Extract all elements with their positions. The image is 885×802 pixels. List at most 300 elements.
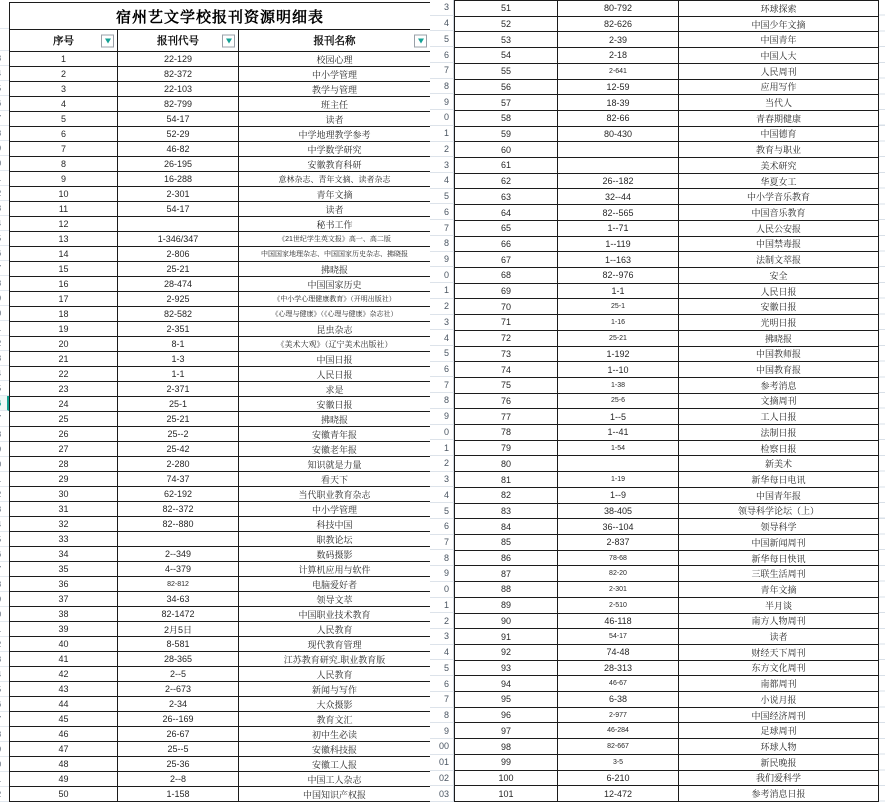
cell-code[interactable]: 82-626 (558, 17, 679, 33)
filter-button[interactable] (101, 34, 114, 47)
cell-serial[interactable]: 18 (10, 307, 118, 322)
cell-name[interactable]: 中国职业技术教育 (239, 607, 431, 622)
cell-code[interactable]: 54-17 (118, 112, 239, 127)
row-header[interactable]: 6 (430, 676, 454, 692)
cell-serial[interactable]: 101 (455, 786, 558, 802)
cell-code[interactable]: 28-365 (118, 652, 239, 667)
cell-code[interactable]: 2-280 (118, 457, 239, 472)
cell-name[interactable]: 新美术 (679, 456, 879, 472)
cell-serial[interactable]: 54 (455, 48, 558, 64)
cell-name[interactable]: 数码摄影 (239, 547, 431, 562)
cell-code[interactable]: 2-641 (558, 64, 679, 80)
cell-code[interactable]: 1-3 (118, 352, 239, 367)
row-header[interactable] (0, 697, 9, 712)
row-header[interactable]: 3 (430, 472, 454, 488)
row-header[interactable]: 6 (430, 204, 454, 220)
cell-name[interactable]: 中小学音乐教育 (679, 189, 879, 205)
cell-code[interactable]: 22-129 (118, 52, 239, 67)
cell-name[interactable]: 新民晚报 (679, 755, 879, 771)
cell-name[interactable]: 安徽科技报 (239, 742, 431, 757)
row-header[interactable]: 5 (430, 189, 454, 205)
cell-serial[interactable]: 64 (455, 205, 558, 221)
cell-code[interactable]: 1-192 (558, 347, 679, 363)
cell-code[interactable]: 82--565 (558, 205, 679, 221)
cell-name[interactable]: 美术研究 (679, 158, 879, 174)
cell-serial[interactable]: 51 (455, 1, 558, 17)
cell-serial[interactable]: 29 (10, 472, 118, 487)
cell-code[interactable]: 2月5日 (118, 622, 239, 637)
cell-name[interactable]: 《中小学心理健康教育》（开明出版社） (239, 292, 431, 307)
row-header[interactable]: 0 (430, 267, 454, 283)
cell-name[interactable]: 《21世纪学生英文报》高一、高二版 (239, 232, 431, 247)
row-header[interactable]: 3 (430, 315, 454, 331)
cell-serial[interactable]: 41 (10, 652, 118, 667)
cell-serial[interactable]: 22 (10, 367, 118, 382)
cell-serial[interactable]: 98 (455, 739, 558, 755)
cell-serial[interactable]: 76 (455, 394, 558, 410)
cell-code[interactable]: 32--44 (558, 189, 679, 205)
cell-name[interactable]: 足球周刊 (679, 723, 879, 739)
cell-name[interactable]: 教学与管理 (239, 82, 431, 97)
cell-serial[interactable]: 91 (455, 629, 558, 645)
cell-serial[interactable]: 81 (455, 472, 558, 488)
cell-code[interactable]: 2-39 (558, 32, 679, 48)
cell-name[interactable]: 领导科学 (679, 519, 879, 535)
cell-serial[interactable]: 49 (10, 772, 118, 787)
cell-name[interactable]: 中国工人杂志 (239, 772, 431, 787)
cell-serial[interactable]: 71 (455, 315, 558, 331)
cell-serial[interactable]: 23 (10, 382, 118, 397)
cell-code[interactable] (558, 158, 679, 174)
cell-serial[interactable]: 72 (455, 331, 558, 347)
cell-code[interactable]: 25-36 (118, 757, 239, 772)
cell-name[interactable]: 初中生必读 (239, 727, 431, 742)
cell-code[interactable]: 26-67 (118, 727, 239, 742)
cell-name[interactable]: 计算机应用与软件 (239, 562, 431, 577)
row-header[interactable] (0, 231, 9, 246)
cell-serial[interactable]: 60 (455, 142, 558, 158)
row-header[interactable]: 7 (430, 377, 454, 393)
cell-name[interactable]: 新闻与写作 (239, 682, 431, 697)
cell-serial[interactable]: 37 (10, 592, 118, 607)
cell-name[interactable]: 中学数学研究 (239, 142, 431, 157)
cell-code[interactable] (118, 217, 239, 232)
cell-serial[interactable]: 20 (10, 337, 118, 352)
cell-serial[interactable]: 73 (455, 347, 558, 363)
cell-serial[interactable]: 90 (455, 614, 558, 630)
row-header[interactable] (0, 472, 9, 487)
row-header[interactable] (0, 141, 9, 156)
row-header[interactable]: 5 (430, 660, 454, 676)
row-header[interactable]: 7 (430, 535, 454, 551)
cell-serial[interactable]: 40 (10, 637, 118, 652)
row-header[interactable] (0, 607, 9, 622)
cell-serial[interactable]: 14 (10, 247, 118, 262)
row-header[interactable]: 0 (430, 110, 454, 126)
cell-name[interactable]: 安全 (679, 268, 879, 284)
cell-name[interactable]: 人民公安报 (679, 221, 879, 237)
row-header[interactable] (0, 727, 9, 742)
cell-code[interactable]: 8-581 (118, 637, 239, 652)
row-header[interactable] (0, 787, 9, 802)
row-header[interactable]: 7 (430, 63, 454, 79)
row-header[interactable]: 8 (430, 708, 454, 724)
cell-code[interactable]: 82-372 (118, 67, 239, 82)
cell-name[interactable]: 职教论坛 (239, 532, 431, 547)
row-header[interactable] (0, 306, 9, 321)
cell-code[interactable] (558, 456, 679, 472)
cell-name[interactable]: 读者 (239, 112, 431, 127)
cell-serial[interactable]: 62 (455, 174, 558, 190)
cell-name[interactable]: 中国音乐教育 (679, 205, 879, 221)
row-header[interactable] (0, 712, 9, 727)
cell-name[interactable]: 拂晓报 (239, 412, 431, 427)
cell-code[interactable]: 6-210 (558, 771, 679, 787)
row-header[interactable] (0, 652, 9, 667)
row-header[interactable]: 7 (430, 692, 454, 708)
cell-code[interactable]: 82--880 (118, 517, 239, 532)
cell-name[interactable]: 我们爱科学 (679, 771, 879, 787)
cell-code[interactable]: 38-405 (558, 504, 679, 520)
cell-name[interactable]: 知识就是力量 (239, 457, 431, 472)
cell-name[interactable]: 环球探索 (679, 1, 879, 17)
row-header[interactable] (0, 246, 9, 261)
cell-name[interactable]: 秘书工作 (239, 217, 431, 232)
cell-serial[interactable]: 35 (10, 562, 118, 577)
cell-name[interactable]: 青春期健康 (679, 111, 879, 127)
cell-code[interactable]: 80-792 (558, 1, 679, 17)
cell-code[interactable]: 2-301 (118, 187, 239, 202)
cell-serial[interactable]: 69 (455, 284, 558, 300)
cell-serial[interactable]: 33 (10, 532, 118, 547)
cell-name[interactable]: 小说月报 (679, 692, 879, 708)
row-header[interactable] (0, 366, 9, 381)
row-header[interactable]: 4 (430, 173, 454, 189)
cell-code[interactable]: 78-68 (558, 551, 679, 567)
cell-code[interactable]: 8-1 (118, 337, 239, 352)
cell-serial[interactable]: 95 (455, 692, 558, 708)
cell-serial[interactable]: 36 (10, 577, 118, 592)
row-header[interactable]: 01 (430, 755, 454, 771)
cell-code[interactable]: 62-192 (118, 487, 239, 502)
cell-code[interactable]: 2-351 (118, 322, 239, 337)
row-header[interactable] (0, 81, 9, 96)
filter-button[interactable] (414, 34, 427, 47)
cell-serial[interactable]: 65 (455, 221, 558, 237)
cell-code[interactable]: 82--976 (558, 268, 679, 284)
cell-code[interactable]: 2-510 (558, 598, 679, 614)
row-header[interactable] (0, 411, 9, 426)
cell-name[interactable]: 中国国家历史 (239, 277, 431, 292)
cell-name[interactable]: 拂晓报 (679, 331, 879, 347)
row-header[interactable] (0, 66, 9, 81)
cell-name[interactable]: 中小学管理 (239, 67, 431, 82)
cell-name[interactable]: 新华每日快讯 (679, 551, 879, 567)
row-header[interactable] (0, 276, 9, 291)
cell-name[interactable]: 人民日报 (679, 284, 879, 300)
row-header[interactable]: 4 (430, 645, 454, 661)
cell-serial[interactable]: 45 (10, 712, 118, 727)
row-header[interactable]: 6 (430, 362, 454, 378)
row-header[interactable] (0, 396, 9, 411)
filter-button[interactable] (222, 34, 235, 47)
cell-code[interactable]: 82-667 (558, 739, 679, 755)
cell-code[interactable]: 82-582 (118, 307, 239, 322)
row-header[interactable] (0, 757, 9, 772)
cell-code[interactable]: 34-63 (118, 592, 239, 607)
row-header[interactable] (0, 51, 9, 66)
cell-code[interactable]: 52-29 (118, 127, 239, 142)
cell-name[interactable]: 中国国家地理杂志、中国国家历史杂志、拂晓报 (239, 247, 431, 262)
row-header[interactable] (0, 442, 9, 457)
cell-name[interactable]: 安徽工人报 (239, 757, 431, 772)
cell-code[interactable]: 25-42 (118, 442, 239, 457)
cell-name[interactable]: 中国知识产权报 (239, 787, 431, 802)
cell-serial[interactable]: 31 (10, 502, 118, 517)
cell-serial[interactable]: 16 (10, 277, 118, 292)
cell-code[interactable]: 25-6 (558, 394, 679, 410)
cell-code[interactable]: 6-38 (558, 692, 679, 708)
cell-name[interactable]: 中国日报 (239, 352, 431, 367)
cell-code[interactable]: 82-66 (558, 111, 679, 127)
cell-serial[interactable]: 9 (10, 172, 118, 187)
cell-code[interactable]: 22-103 (118, 82, 239, 97)
cell-code[interactable]: 36--104 (558, 519, 679, 535)
cell-code[interactable]: 26-195 (118, 157, 239, 172)
cell-serial[interactable]: 39 (10, 622, 118, 637)
cell-code[interactable]: 1-1 (558, 284, 679, 300)
row-header[interactable] (0, 126, 9, 141)
row-header[interactable] (0, 682, 9, 697)
cell-code[interactable]: 2-18 (558, 48, 679, 64)
row-header[interactable]: 2 (430, 613, 454, 629)
cell-serial[interactable]: 94 (455, 676, 558, 692)
cell-name[interactable]: 看天下 (239, 472, 431, 487)
cell-name[interactable]: 华夏女工 (679, 174, 879, 190)
row-header[interactable] (0, 351, 9, 366)
cell-serial[interactable]: 92 (455, 645, 558, 661)
cell-code[interactable]: 46-82 (118, 142, 239, 157)
row-header[interactable]: 9 (430, 252, 454, 268)
row-header[interactable]: 8 (430, 79, 454, 95)
cell-code[interactable]: 1--10 (558, 362, 679, 378)
cell-name[interactable]: 中国禁毒报 (679, 237, 879, 253)
cell-name[interactable]: 中小学管理 (239, 502, 431, 517)
cell-name[interactable]: 现代教育管理 (239, 637, 431, 652)
cell-serial[interactable]: 47 (10, 742, 118, 757)
row-header[interactable] (0, 381, 9, 396)
row-header[interactable] (0, 186, 9, 201)
cell-name[interactable]: 校园心理 (239, 52, 431, 67)
cell-name[interactable]: 江苏教育研究.职业教育版 (239, 652, 431, 667)
row-header[interactable]: 1 (430, 598, 454, 614)
cell-serial[interactable]: 7 (10, 142, 118, 157)
cell-code[interactable]: 25--5 (118, 742, 239, 757)
cell-code[interactable]: 4--379 (118, 562, 239, 577)
row-header[interactable] (0, 2, 9, 29)
cell-name[interactable]: 中国少年文摘 (679, 17, 879, 33)
cell-name[interactable]: 大众摄影 (239, 697, 431, 712)
cell-name[interactable]: 中国青年报 (679, 488, 879, 504)
cell-code[interactable]: 28-474 (118, 277, 239, 292)
row-header[interactable]: 3 (430, 0, 454, 16)
cell-code[interactable]: 54-17 (118, 202, 239, 217)
cell-name[interactable]: 检察日报 (679, 441, 879, 457)
row-header[interactable]: 6 (430, 519, 454, 535)
cell-code[interactable]: 1--71 (558, 221, 679, 237)
cell-code[interactable]: 1--41 (558, 425, 679, 441)
row-header[interactable]: 5 (430, 31, 454, 47)
cell-code[interactable]: 28-313 (558, 661, 679, 677)
cell-name[interactable]: 中学地理教学参考 (239, 127, 431, 142)
cell-serial[interactable]: 83 (455, 504, 558, 520)
cell-name[interactable]: 参考消息日报 (679, 786, 879, 802)
row-header[interactable] (0, 577, 9, 592)
cell-code[interactable]: 1--5 (558, 409, 679, 425)
cell-code[interactable]: 26--169 (118, 712, 239, 727)
cell-serial[interactable]: 6 (10, 127, 118, 142)
row-header[interactable] (0, 336, 9, 351)
cell-name[interactable]: 法制日报 (679, 425, 879, 441)
cell-code[interactable]: 2--5 (118, 667, 239, 682)
cell-name[interactable]: 领导科学论坛（上） (679, 504, 879, 520)
row-header[interactable]: 9 (430, 566, 454, 582)
cell-serial[interactable]: 97 (455, 723, 558, 739)
cell-name[interactable]: 求是 (239, 382, 431, 397)
cell-serial[interactable]: 3 (10, 82, 118, 97)
row-header[interactable] (0, 562, 9, 577)
row-header[interactable] (0, 517, 9, 532)
row-header[interactable] (0, 261, 9, 276)
row-header[interactable] (0, 29, 9, 51)
row-header[interactable]: 8 (430, 550, 454, 566)
cell-serial[interactable]: 30 (10, 487, 118, 502)
row-header[interactable] (0, 171, 9, 186)
cell-serial[interactable]: 85 (455, 535, 558, 551)
cell-code[interactable]: 3-5 (558, 755, 679, 771)
cell-serial[interactable]: 44 (10, 697, 118, 712)
cell-serial[interactable]: 13 (10, 232, 118, 247)
cell-code[interactable]: 82--372 (118, 502, 239, 517)
cell-name[interactable]: 当代人 (679, 95, 879, 111)
cell-name[interactable]: 班主任 (239, 97, 431, 112)
row-header[interactable]: 0 (430, 425, 454, 441)
cell-name[interactable]: 安徽青年报 (239, 427, 431, 442)
cell-name[interactable]: 光明日报 (679, 315, 879, 331)
cell-name[interactable]: 中国教育报 (679, 362, 879, 378)
cell-name[interactable]: 读者 (239, 202, 431, 217)
row-header[interactable]: 9 (430, 723, 454, 739)
cell-serial[interactable]: 79 (455, 441, 558, 457)
cell-serial[interactable]: 87 (455, 566, 558, 582)
cell-serial[interactable]: 38 (10, 607, 118, 622)
cell-serial[interactable]: 96 (455, 708, 558, 724)
cell-code[interactable]: 80-430 (558, 127, 679, 143)
row-header[interactable] (0, 156, 9, 171)
cell-name[interactable]: 应用写作 (679, 80, 879, 96)
row-header[interactable]: 5 (430, 346, 454, 362)
title-cell[interactable]: 宿州艺文学校报刊资源明细表 (10, 3, 431, 30)
cell-code[interactable]: 25-21 (118, 412, 239, 427)
cell-name[interactable]: 新华每日电讯 (679, 472, 879, 488)
cell-serial[interactable]: 1 (10, 52, 118, 67)
cell-name[interactable]: 中国经济周刊 (679, 708, 879, 724)
cell-serial[interactable]: 27 (10, 442, 118, 457)
cell-code[interactable]: 54-17 (558, 629, 679, 645)
cell-serial[interactable]: 56 (455, 80, 558, 96)
cell-serial[interactable]: 89 (455, 598, 558, 614)
cell-name[interactable]: 安徽教育科研 (239, 157, 431, 172)
cell-name[interactable]: 人民教育 (239, 622, 431, 637)
cell-serial[interactable]: 55 (455, 64, 558, 80)
row-header[interactable]: 2 (430, 299, 454, 315)
cell-code[interactable]: 16-288 (118, 172, 239, 187)
row-header[interactable] (0, 547, 9, 562)
cell-name[interactable]: 《心理与健康》（《心理与健康》杂志社） (239, 307, 431, 322)
cell-code[interactable]: 2-34 (118, 697, 239, 712)
row-header[interactable] (0, 291, 9, 306)
cell-code[interactable]: 12-59 (558, 80, 679, 96)
cell-name[interactable]: 安徽老年报 (239, 442, 431, 457)
cell-serial[interactable]: 48 (10, 757, 118, 772)
cell-serial[interactable]: 68 (455, 268, 558, 284)
cell-name[interactable]: 法制文萃报 (679, 252, 879, 268)
row-header[interactable]: 0 (430, 582, 454, 598)
cell-name[interactable]: 青年文摘 (239, 187, 431, 202)
cell-serial[interactable]: 70 (455, 299, 558, 315)
cell-serial[interactable]: 10 (10, 187, 118, 202)
cell-code[interactable]: 1-19 (558, 472, 679, 488)
cell-serial[interactable]: 63 (455, 189, 558, 205)
cell-serial[interactable]: 12 (10, 217, 118, 232)
cell-name[interactable]: 当代职业教育杂志 (239, 487, 431, 502)
cell-name[interactable]: 意林杂志、青年文摘、读者杂志 (239, 172, 431, 187)
cell-code[interactable]: 2--673 (118, 682, 239, 697)
cell-code[interactable]: 2-301 (558, 582, 679, 598)
row-header[interactable]: 00 (430, 739, 454, 755)
cell-code[interactable]: 25-1 (118, 397, 239, 412)
cell-code[interactable]: 26--182 (558, 174, 679, 190)
cell-name[interactable]: 领导文萃 (239, 592, 431, 607)
cell-serial[interactable]: 52 (455, 17, 558, 33)
cell-name[interactable]: 昆虫杂志 (239, 322, 431, 337)
cell-serial[interactable]: 67 (455, 252, 558, 268)
cell-name[interactable]: 工人日报 (679, 409, 879, 425)
cell-name[interactable]: 南都周刊 (679, 676, 879, 692)
cell-code[interactable]: 74-48 (558, 645, 679, 661)
cell-serial[interactable]: 58 (455, 111, 558, 127)
cell-code[interactable]: 1-346/347 (118, 232, 239, 247)
cell-code[interactable]: 2--8 (118, 772, 239, 787)
cell-name[interactable]: 拂晓报 (239, 262, 431, 277)
cell-name[interactable]: 中国德育 (679, 127, 879, 143)
cell-serial[interactable]: 34 (10, 547, 118, 562)
row-header[interactable]: 9 (430, 409, 454, 425)
row-header[interactable] (0, 622, 9, 637)
cell-serial[interactable]: 77 (455, 409, 558, 425)
row-header[interactable]: 02 (430, 771, 454, 787)
cell-code[interactable]: 2-977 (558, 708, 679, 724)
row-header[interactable]: 9 (430, 94, 454, 110)
row-header[interactable]: 4 (430, 16, 454, 32)
cell-name[interactable]: 人民周刊 (679, 64, 879, 80)
cell-code[interactable]: 25--2 (118, 427, 239, 442)
row-header[interactable]: 2 (430, 142, 454, 158)
cell-name[interactable]: 电脑爱好者 (239, 577, 431, 592)
cell-name[interactable]: 中国青年 (679, 32, 879, 48)
cell-code[interactable]: 46-118 (558, 614, 679, 630)
cell-code[interactable]: 82-1472 (118, 607, 239, 622)
